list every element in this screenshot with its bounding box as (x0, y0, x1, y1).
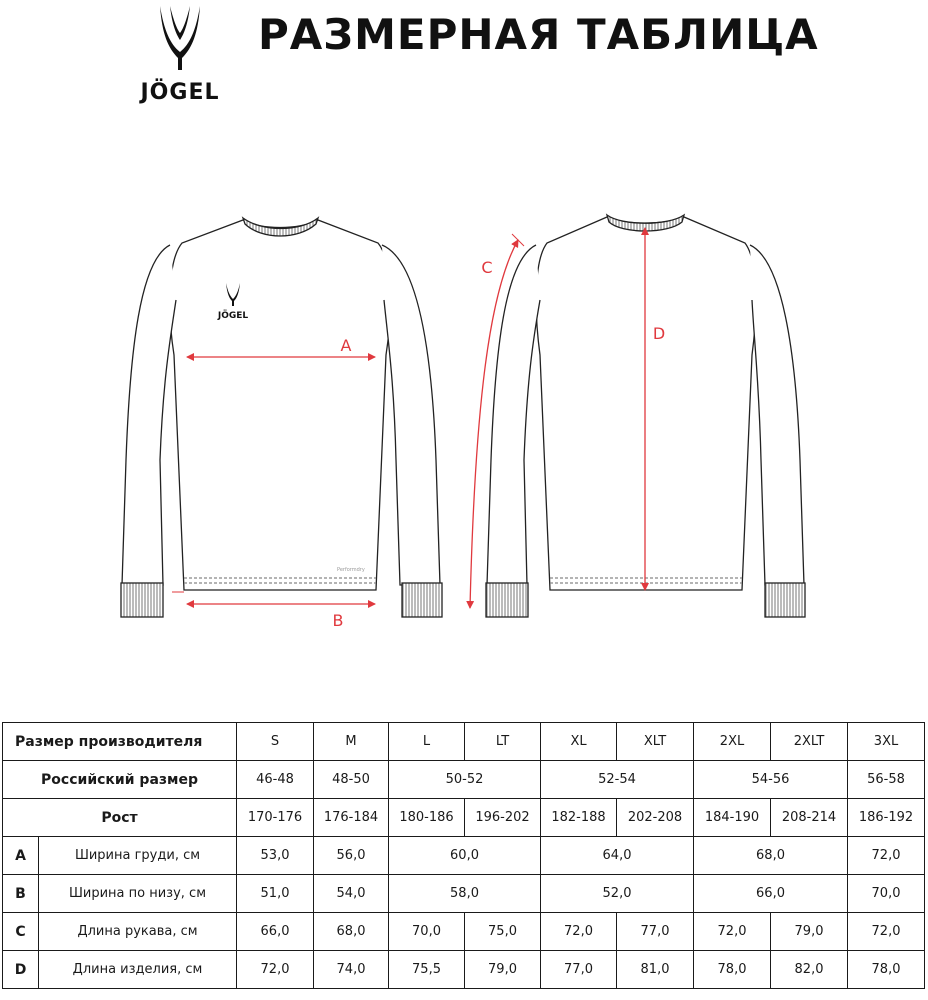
table-cell: 79,0 (465, 951, 541, 989)
table-row-b (3, 875, 925, 913)
chest-logo-text: JÖGEL (217, 311, 249, 321)
table-cell: 72,0 (541, 913, 617, 951)
table-cell: 78,0 (694, 951, 771, 989)
table-cell: 196-202 (465, 799, 541, 837)
table-cell: 70,0 (848, 875, 925, 913)
brand-logo (120, 4, 240, 105)
measure-a-label: A (340, 336, 352, 355)
table-cell: 68,0 (314, 913, 389, 951)
row-description: Длина изделия, см (39, 951, 237, 989)
table-cell: 56-58 (848, 761, 925, 799)
table-cell: 78,0 (848, 951, 925, 989)
table-row-c (3, 913, 925, 951)
table-row-d (3, 951, 925, 989)
table-cell: 77,0 (541, 951, 617, 989)
size-cell: L (389, 723, 465, 761)
table-cell: 208-214 (771, 799, 848, 837)
row-letter: B (3, 875, 39, 913)
row-label: Российский размер (3, 761, 237, 799)
table-cell: 52,0 (541, 875, 694, 913)
table-cell: 54-56 (694, 761, 848, 799)
logo-mark-icon (154, 4, 206, 72)
table-cell: 66,0 (694, 875, 848, 913)
row-description: Ширина груди, см (39, 837, 237, 875)
table-cell: 170-176 (237, 799, 314, 837)
table-cell: 60,0 (389, 837, 541, 875)
table-cell: 75,5 (389, 951, 465, 989)
measure-b-label: B (332, 611, 344, 630)
page-title: РАЗМЕРНАЯ ТАБЛИЦА (258, 10, 819, 59)
table-row-height (3, 799, 925, 837)
size-table (2, 722, 925, 989)
table-cell: 58,0 (389, 875, 541, 913)
size-cell: S (237, 723, 314, 761)
table-cell: 64,0 (541, 837, 694, 875)
table-cell: 82,0 (771, 951, 848, 989)
table-cell: 186-192 (848, 799, 925, 837)
table-cell: 72,0 (848, 913, 925, 951)
measure-d-label: D (652, 324, 666, 343)
table-cell: 50-52 (389, 761, 541, 799)
table-cell: 202-208 (617, 799, 694, 837)
table-cell: 77,0 (617, 913, 694, 951)
table-cell: 72,0 (848, 837, 925, 875)
size-cell: XLT (617, 723, 694, 761)
table-cell: 72,0 (694, 913, 771, 951)
table-cell: 74,0 (314, 951, 389, 989)
brand-name: JÖGEL (140, 80, 220, 105)
size-cell: LT (465, 723, 541, 761)
table-cell: 46-48 (237, 761, 314, 799)
row-letter: D (3, 951, 39, 989)
table-cell: 51,0 (237, 875, 314, 913)
table-cell: 184-190 (694, 799, 771, 837)
row-letter: A (3, 837, 39, 875)
row-label: Размер производителя (3, 723, 237, 761)
table-cell: 66,0 (237, 913, 314, 951)
measure-c-label: C (481, 258, 493, 277)
row-description: Длина рукава, см (39, 913, 237, 951)
table-cell: 79,0 (771, 913, 848, 951)
table-cell: 75,0 (465, 913, 541, 951)
table-cell: 52-54 (541, 761, 694, 799)
table-cell: 48-50 (314, 761, 389, 799)
row-letter: C (3, 913, 39, 951)
table-cell: 180-186 (389, 799, 465, 837)
table-cell: 56,0 (314, 837, 389, 875)
table-cell: 70,0 (389, 913, 465, 951)
table-row-manufacturer-size (3, 723, 925, 761)
garment-illustration (0, 200, 928, 640)
size-cell: XL (541, 723, 617, 761)
table-cell: 54,0 (314, 875, 389, 913)
front-view (121, 218, 442, 617)
size-cell: 2XLT (771, 723, 848, 761)
table-cell: 176-184 (314, 799, 389, 837)
table-cell: 53,0 (237, 837, 314, 875)
row-label: Рост (3, 799, 237, 837)
table-cell: 68,0 (694, 837, 848, 875)
size-cell: M (314, 723, 389, 761)
table-cell: 72,0 (237, 951, 314, 989)
measure-b (172, 592, 375, 630)
hem-tag: Performdry (337, 567, 365, 573)
table-row-russian-size (3, 761, 925, 799)
table-row-a (3, 837, 925, 875)
table-cell: 81,0 (617, 951, 694, 989)
table-cell: 182-188 (541, 799, 617, 837)
size-cell: 2XL (694, 723, 771, 761)
row-description: Ширина по низу, см (39, 875, 237, 913)
size-cell: 3XL (848, 723, 925, 761)
